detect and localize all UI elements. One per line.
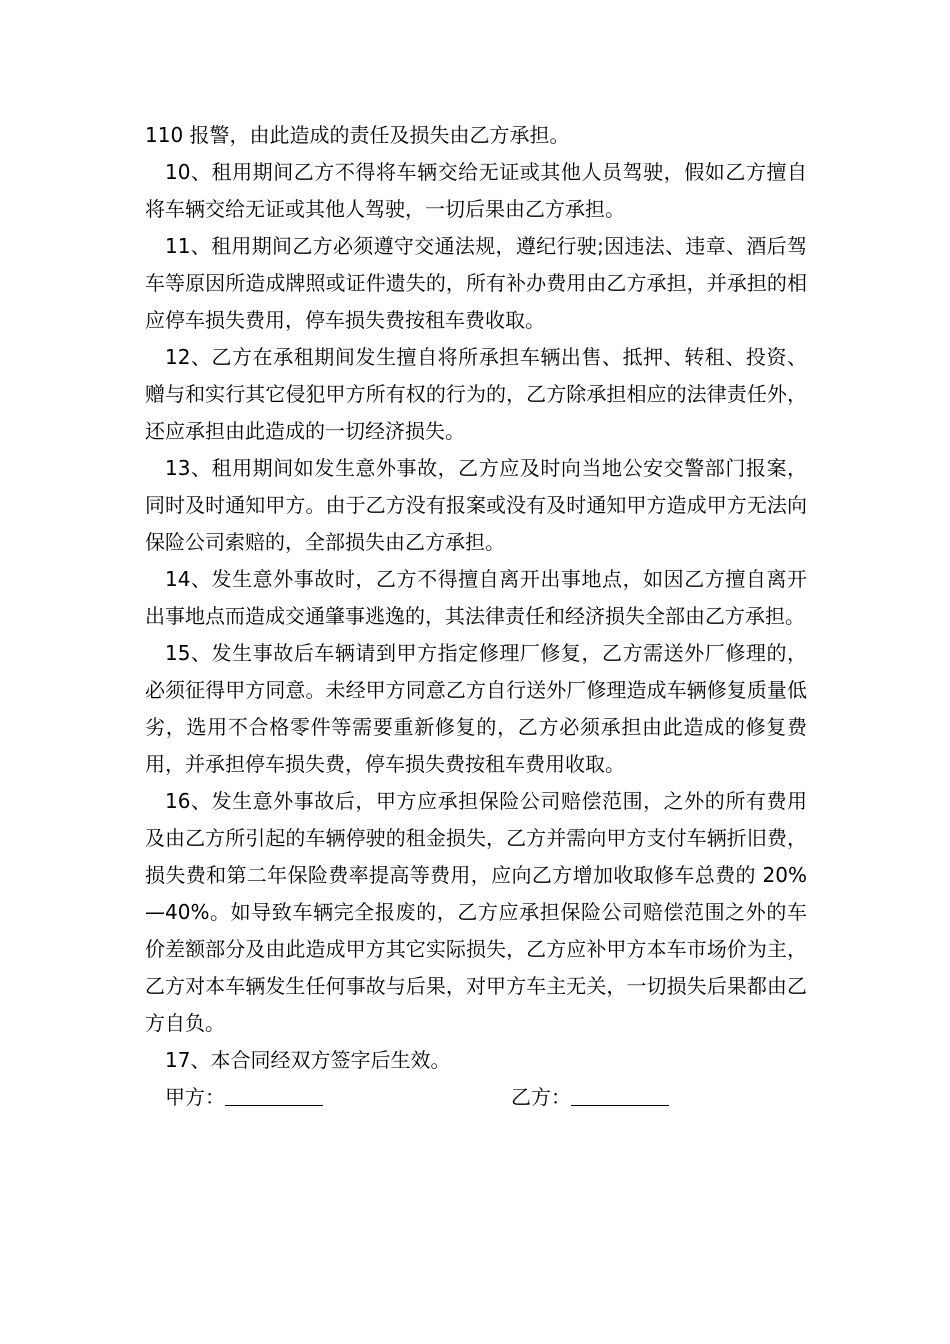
clause-14: 14、发生意外事故时，乙方不得擅自离开出事地点，如因乙方擅自离开出事地点而造成交通肇事逃逸的，其法律责任和经济损失全部由乙方承担。 xyxy=(145,567,807,628)
party-b-signature-line xyxy=(571,1079,669,1106)
clause-15: 15、发生事故后车辆请到甲方指定修理厂修复，乙方需送外厂修理的，必须征得甲方同意。未经甲方同意乙方自行送外厂修理造成车辆修复质量低劣，选用不合格零件等需要重新修复的，乙方必须承担由此造成的修复费用，并承担停车损失费，停车损失费按租车费用收取。 xyxy=(145,641,807,776)
party-b-signature xyxy=(511,1079,669,1116)
clause-12: 12、乙方在承租期间发生擅自将所承担车辆出售、抵押、转租、投资、赠与和实行其它侵犯甲方所有权的行为的，乙方除承担相应的法律责任外，还应承担由此造成的一切经济损失。 xyxy=(145,345,807,443)
clause-10: 10、租用期间乙方不得将车辆交给无证或其他人员驾驶，假如乙方擅自将车辆交给无证或其他人驾驶，一切后果由乙方承担。 xyxy=(145,160,807,221)
party-b-label: 乙方： xyxy=(511,1085,571,1109)
party-a-signature-line xyxy=(225,1079,323,1106)
clause-17: 17、本合同经双方签字后生效。 xyxy=(165,1048,451,1072)
party-a-signature xyxy=(165,1079,323,1116)
clause-11: 11、租用期间乙方必须遵守交通法规，遵纪行驶;因违法、违章、酒后驾车等原因所造成牌照或证件遗失的，所有补办费用由乙方承担，并承担的相应停车损失费用，停车损失费按租车费收取。 xyxy=(145,234,807,332)
document-body xyxy=(145,117,807,1116)
clause-16: 16、发生意外事故后，甲方应承担保险公司赔偿范围，之外的所有费用及由乙方所引起的车辆停驶的租金损失，乙方并需向甲方支付车辆折旧费，损失费和第二年保险费率提高等费用，应向乙方增加收取修车总费的 20%—40%。如导致车辆完全报废的，乙方应承担保险公司赔偿范围之外的车价差额部分及由此造成甲方其它实际损失，乙方应补甲方本车市场价为主，乙方对本车辆发生任何事故与后果，对甲方车主无关，一切损失后果都由乙方自负。 xyxy=(145,789,807,1035)
signature-row xyxy=(145,1079,807,1116)
clause-13: 13、租用期间如发生意外事故，乙方应及时向当地公安交警部门报案，同时及时通知甲方。由于乙方没有报案或没有及时通知甲方造成甲方无法向保险公司索赔的，全部损失由乙方承担。 xyxy=(145,456,807,554)
party-a-label: 甲方： xyxy=(165,1085,225,1109)
paragraph-continuation: 110 报警，由此造成的责任及损失由乙方承担。 xyxy=(145,123,570,147)
